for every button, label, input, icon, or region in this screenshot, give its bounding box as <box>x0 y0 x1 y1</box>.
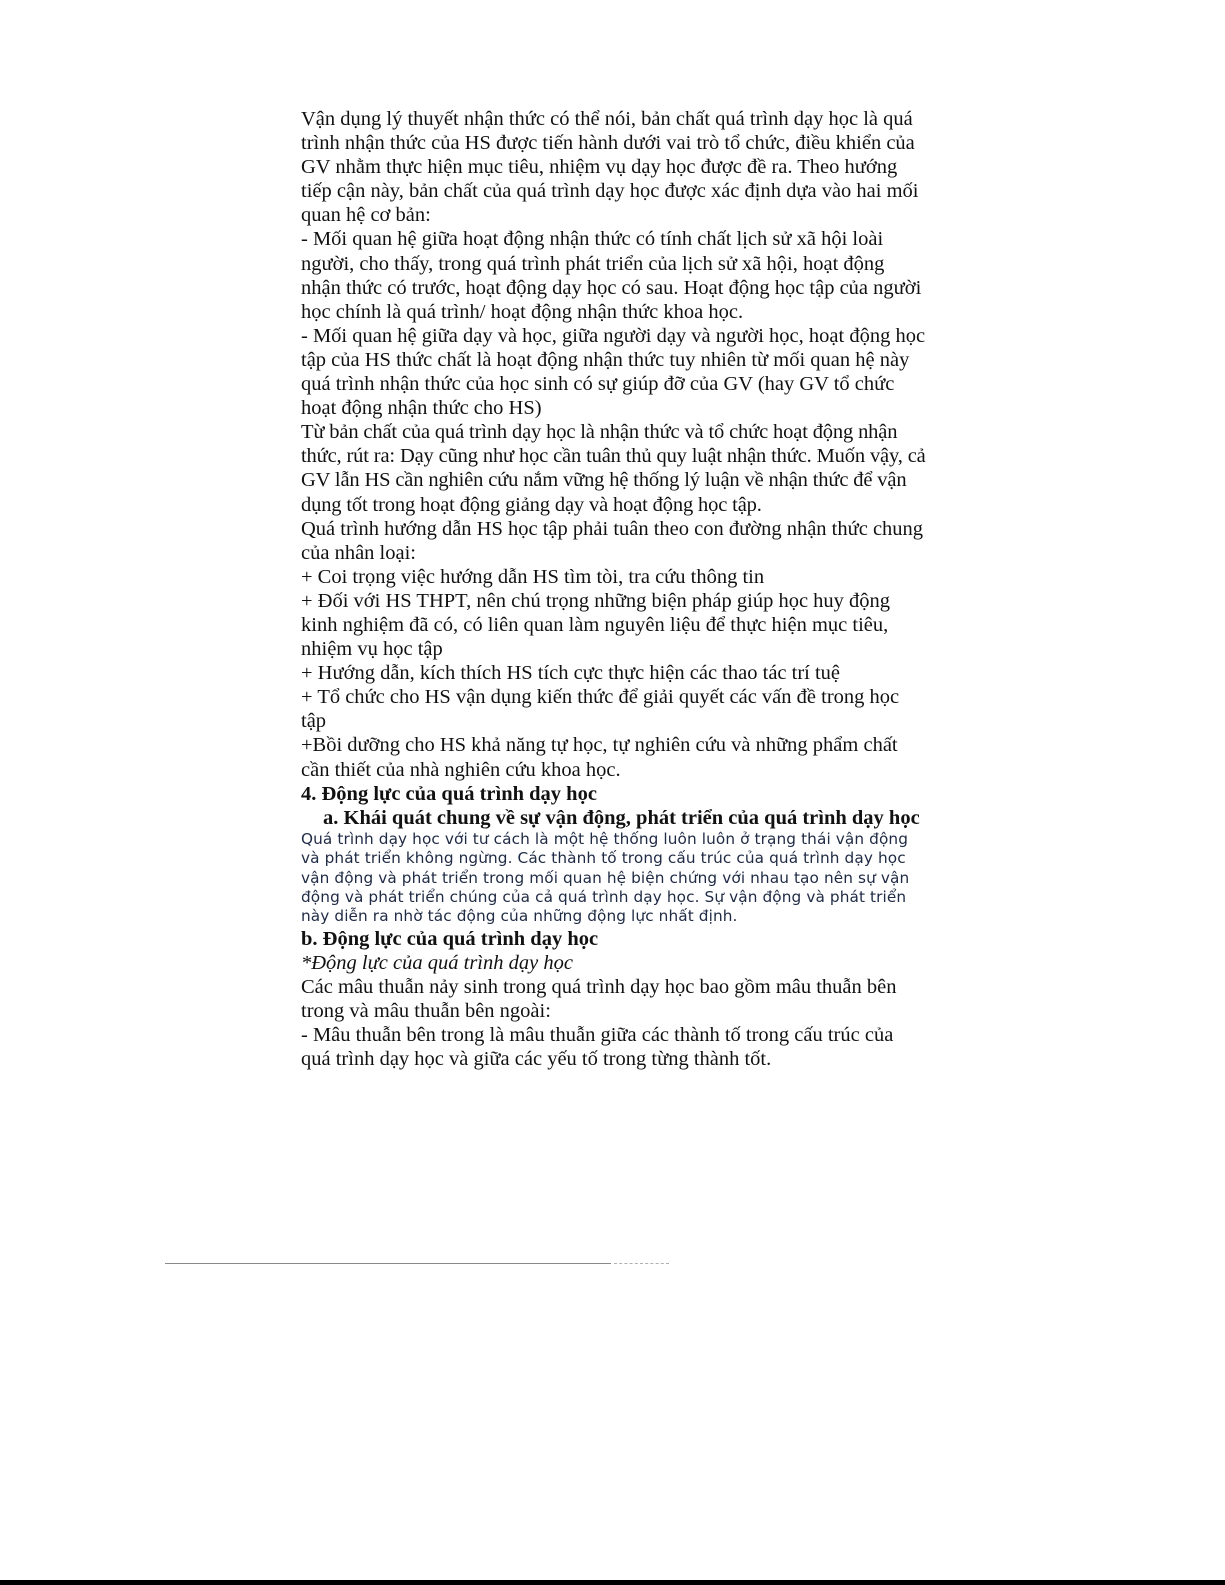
section-heading-4b: b. Động lực của quá trình dạy học <box>301 927 599 950</box>
page-bottom-edge <box>0 1580 1225 1585</box>
paragraph: Vận dụng lý thuyết nhận thức có thể nói, bản chất quá trình dạy học là quá trình nhận thức của HS được tiến hành dưới vai trò tổ chức, điều khiển của GV nhằm thực hiện mục tiêu, nhiệm vụ dạy học được đề ra. Theo hướng tiếp cận này, bản chất của quá trình dạy học được xác định dựa vào hai mối quan hệ cơ bản: <box>301 108 919 227</box>
list-item: + Đối với HS THPT, nên chú trọng những biện pháp giúp học huy động kinh nghiệm đã có, có liên quan làm nguyên liệu để thực hiện mục tiêu, nhiệm vụ học tập <box>301 589 891 661</box>
list-item: + Hướng dẫn, kích thích HS tích cực thực hiện các thao tác trí tuệ <box>301 662 841 685</box>
document-body <box>301 107 926 1071</box>
paragraph: - Mối quan hệ giữa dạy và học, giữa người dạy và người học, hoạt động học tập của HS thức chất là hoạt động nhận thức tuy nhiên từ mối quan hệ này quá trình nhận thức của học sinh có sự giúp đỡ của GV (hay GV tổ chức hoạt động nhận thức cho HS) <box>301 324 926 420</box>
list-item: + Coi trọng việc hướng dẫn HS tìm tòi, tra cứu thông tin <box>301 565 765 588</box>
footnote-separator-dashed <box>614 1263 669 1264</box>
footnote-separator <box>165 1263 611 1264</box>
paragraph: Các mâu thuẫn nảy sinh trong quá trình dạy học bao gồm mâu thuẫn bên trong và mâu thuẫn bên ngoài: <box>301 976 897 1023</box>
list-item: +Bồi dưỡng cho HS khả năng tự học, tự nghiên cứu và những phẩm chất cần thiết của nhà nghiên cứu khoa học. <box>301 734 898 781</box>
list-item: + Tổ chức cho HS vận dụng kiến thức để giải quyết các vấn đề trong học tập <box>301 686 900 733</box>
section-heading-4a: a. Khái quát chung về sự vận động, phát triển của quá trình dạy học <box>323 806 920 829</box>
paragraph: Từ bản chất của quá trình dạy học là nhận thức và tổ chức hoạt động nhận thức, rút ra: Dạy cũng như học cần tuân thủ quy luật nhận thức. Muốn vậy, cả GV lẫn HS cần nghiên cứu nắm vững hệ thống lý luận về nhận thức để vận dụng tốt trong hoạt động giảng dạy và hoạt động học tập. <box>301 421 926 516</box>
paragraph: - Mối quan hệ giữa hoạt động nhận thức có tính chất lịch sử xã hội loài người, cho thấy, trong quá trình phát triển của lịch sử xã hội, hoạt động nhận thức có trước, hoạt động dạy học có sau. Hoạt động học tập của người học chính là quá trình/ hoạt động nhận thức khoa học. <box>301 228 922 323</box>
sans-paragraph: Quá trình dạy học với tư cách là một hệ thống luôn luôn ở trạng thái vận động và phát triển không ngừng. Các thành tố trong cấu trúc của quá trình dạy học vận động và phát triển trong mối quan hệ biện chứng với nhau tạo nên sự vận động và phát triển chúng của cả quá trình dạy học. Sự vận động và phát triển này diễn ra nhờ tác động của những động lực nhất định. <box>301 829 910 926</box>
paragraph: - Mâu thuẫn bên trong là mâu thuẫn giữa các thành tố trong cấu trúc của quá trình dạy học và giữa các yếu tố trong từng thành tốt. <box>301 1024 894 1071</box>
italic-subheading: *Động lực của quá trình dạy học <box>301 951 573 974</box>
section-heading-4: 4. Động lực của quá trình dạy học <box>301 782 597 805</box>
paragraph: Quá trình hướng dẫn HS học tập phải tuân theo con đường nhận thức chung của nhân loại: <box>301 517 924 564</box>
